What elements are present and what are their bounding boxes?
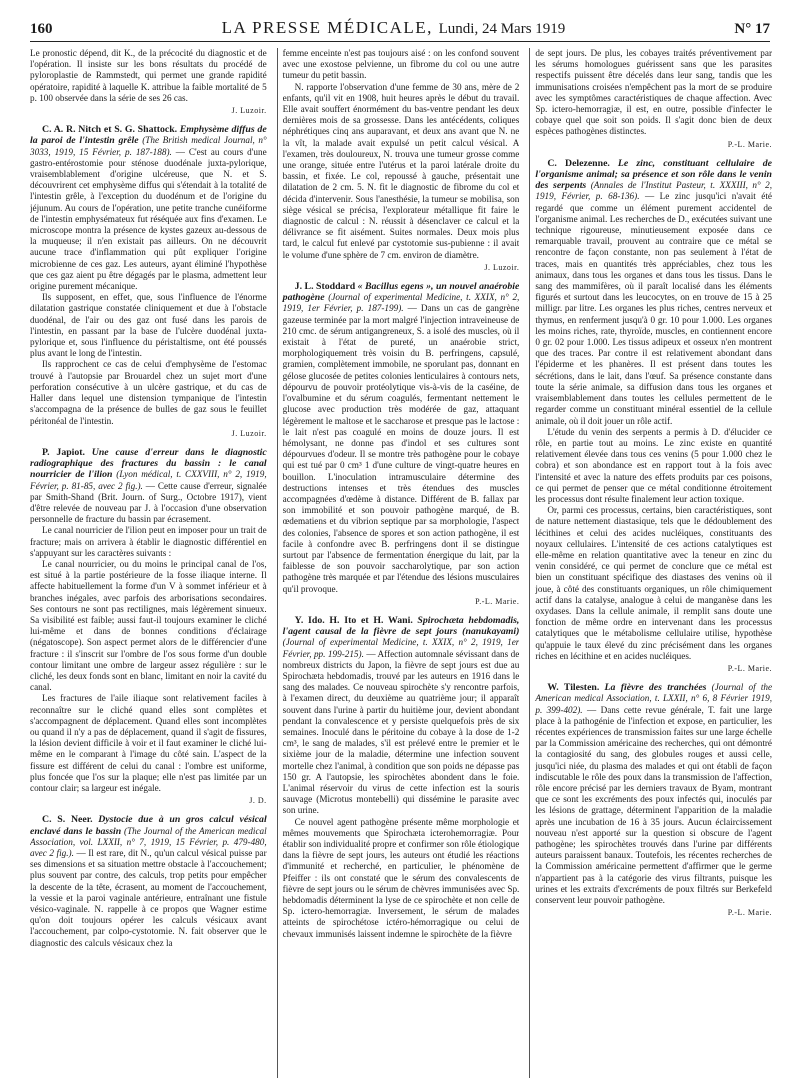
paragraph: de sept jours. De plus, les cobayes traités préventivement par les sérums homologues guérissent sans que les parasites respectifs puissent être décelés dans leur sang, tandis que les immunisations croisées n'empêchent pas la mort de se produire avec les symptômes caractéristiques de chaque affection. Avec Sp. ictero-hemorragiæ, il est, en outre, possible d'infecter le cobaye quel que soit son poids. Il s'agit donc bien de deux espèces pathogènes distinctes. [535, 48, 773, 137]
article-authors: C. S. Neer. [42, 814, 93, 826]
article-authors: Y. Ido. H. Ito et H. Wani. [294, 614, 413, 626]
article-text: — Cette cause d'erreur, signalée par Smith-Shand (Brit. Journ. of Surg., Octobre 1917), vient d'être relevée de nouveau par J. à l'occasion d'une observation personnelle de fracture du bassin par écrasement. [30, 480, 267, 525]
article-heading [283, 615, 520, 817]
article-reference: (Lyon médical, t. CXXVIII, n° 2, 1919, Février, p. 81-85, avec 2 fig.). [30, 469, 267, 491]
article-reference: (Journal of experimental Medicine, t. XXIX, n° 2, 1919, 1er Février, p. 187-199). [282, 292, 520, 314]
journal-name: LA PRESSE MÉDICALE, [221, 18, 433, 37]
article-title: Une cause d'erreur dans le diagnostic radiographique des fractures du bassin : le canal nourricier de l'ilion [30, 446, 267, 481]
page-number: 160 [30, 21, 53, 37]
paragraph: Le pronostic dépend, dit K., de la précocité du diagnostic et de l'opération. Il insiste sur les bons résultats du procédé de pyloroplastie de Rammstedt, qui permet une grande rapidité opératoire, rapidité à laquelle K. attribue la faible mortalité de 5 p. 100 observée dans la série de ses 26 cas. [30, 48, 267, 103]
article-text: — Affection automnale sévissant dans de nombreux districts du Japon, la fièvre de sept jours est due au Spirochæta hebdomadis, trouvé par les auteurs en 1916 dans le sang des malades. Ce nouveau spirochète s'y rencontre parfois, à l'examen direct, du deuxième au quatrième jour; il apparaît souvent dans l'urine à partir du huitième jour, devient abondant pendant la convalescence et y persiste quelquefois près de six semaines. Inoculé dans le péritoine du cobaye à la dose de 1-2 cm³, le sang de malades, s'il est prélevé entre le premier et le sixième jour de la maladie, détermine une infection souvent mortelle chez l'animal, à condition que son poids ne dépasse pas 150 gr. A l'autopsie, les spirochètes abondent dans le foie. L'animal réservoir du virus de cette infection est la souris sauvage (Microtus montebelli) qui dissémine le parasite avec son urine. [282, 648, 520, 816]
article-japiot [30, 447, 267, 807]
article-heading [30, 814, 267, 948]
article-authors: C. Delezenne. [547, 157, 610, 169]
page-columns [30, 48, 772, 1078]
article-title: Emphysème diffus de la paroi de l'intestin grêle [30, 124, 267, 147]
article-authors: J. L. Stoddard [294, 281, 356, 293]
article-neer [30, 814, 267, 948]
signature: P.-L. Marie. [727, 663, 773, 673]
paragraph: N. rapporte l'observation d'une femme de 30 ans, mère de 2 enfants, qu'il vit en 1908, huit heures après le début du travail. Elle avait souffert énormément du bas-ventre pendant les deux dernières mois de sa grossesse. Dans les antécédents, coliques néphrétiques cinq ans auparavant, et deux ans avant que N. ne la vît, la malade avait expulsé un petit calcul vésical. A l'examen, très douloureux, N. trouva une tumeur grosse comme une orange, située entre l'utérus et la paroi latérale droite du bassin, et fixée. Le col, repoussé à gauche, présentait une dilatation de 2 cm. 5. N. fit le diagnostic de fibrome du col et décida d'intervenir. Sous l'anesthésie, la tumeur se mobilisa, son siège vésical se précisa, l'explorateur métallique fit faire le diagnostic de calcul : N. réussit à désenclaver ce calcul et la délivrance se fit aisément. Suites normales. Deux mois plus tard, le calcul fut enlevé par cystotomie sus-pubienne : il avait le volume d'une sphère de 7 cm. environ de diamètre. [282, 81, 520, 260]
article-authors: W. Tilesten. [547, 682, 600, 694]
article-heading [283, 281, 520, 595]
column-middle [277, 48, 520, 1078]
paragraph: Ils supposent, en effet, que, sous l'influence de l'énorme dilatation gastrique constatée cliniquement et due à l'obstacle duodénal, de l'air ou des gaz ont fusé dans les parois de l'intestin, en passant par la base de l'ulcère duodénal juxta-pylorique et, sous l'influence du péristaltisme, ont été poussés plus avant le long de l'intestin. [30, 292, 267, 359]
article-title: La fièvre des tranchées [604, 682, 707, 694]
paragraph: Le canal nourricier de l'ilion peut en imposer pour un trait de fracture; mais on arrivera à établir le diagnostic différentiel en s'appuyant sur les caractères suivants : [30, 525, 267, 558]
article-reference: (The Journal of the American medical Association, vol. LXXII, n° 7, 1919, 15 Février, p. 479-480, avec 2 fig.). [30, 825, 267, 859]
paragraph: Ce nouvel agent pathogène présente même morphologie et mêmes mouvements que Spirochæta icterohemorragiæ. Pour établir son individualité propre et confirmer son rôle étiologique dans la fièvre de sept jours, les auteurs ont étudié les réactions d'immunité et recherché, en particulier, le phénomène de Pfeiffer : ils ont constaté que le sérum des convalescents de fièvre de sept jours ou le sérum de chèvres immunisées avec Sp. hebdomadis déterminent la lyse de ce spirochète et non celle de Sp. ictero-hemorragiæ. Inversement, le sérum de malades atteints de spirochétose ictéro-hémorragique ou celui de chevaux immunisés laissent indemne le spirochète de la fièvre [282, 816, 520, 939]
article-delezenne [535, 158, 772, 674]
article-heading [30, 447, 267, 525]
paragraph: Les fractures de l'aile iliaque sont relativement faciles à reconnaître sur le cliché quand elles sont complètes et s'accompagnent de déplacement. Quand elles sont incomplètes ou quand il n'y a pas de déplacement, quand il s'agit de fissures, la lésion devient difficile à voir et il faut examiner le cliché lui-même en le comparant à l'image du côté sain. L'aspect de la fissure est différent de celui du canal : l'ombre est uniforme, plus foncée que l'os sur la plaque; elle n'est pas limitée par un contour clair; sa largeur est inégale. [30, 693, 267, 793]
article-text: — Il est rare, dit N., qu'un calcul vésical puisse par ses dimensions et sa situation mettre obstacle à l'accouchement; plus souvent par contre, des calculs, trop petits pour empêcher la descente de la tête, écrasent, au moment de l'accouchement, la vessie et la paroi vaginale antérieure, entraînant une fistule vésico-vaginale. N. rappelle à ce propos que Wagner estime qu'on doit toujours opérer les calculs vésicaux avant l'accouchement, par colpo-cystotomie. N. fait observer que le diagnostic des calculs vésicaux chez la [30, 848, 267, 948]
signature: P.-L. Marie. [727, 139, 773, 149]
signature: P.-L. Marie. [727, 908, 773, 918]
signature: J. Luzoir. [231, 106, 267, 116]
article-reference: (Journal of experimental Medicine, t. XXIX, n° 2, 1919, 1er Février, pp. 199-215). [282, 637, 520, 659]
signature: P.-L. Marie. [475, 596, 520, 606]
paragraph: Or, parmi ces processus, certains, bien caractéristiques, sont de nature nettement diastasique, tels que le dédoublement des lécithines et celui des acides nucléiques, constituants des noyaux cellulaires. L'intensité de ces actions catalytiques est elle-même en relation quantitative avec la teneur en zinc du venin considéré, ce qui permet de conclure que ce métal est bien un constituant spécifique des diastases des venins où il joue, à côté des constituants organiques, un rôle chimiquement actif dans la catalyse, analogue à celui de manganèse dans les oxydases. Dans la cellule animale, il remplit sans doute une fonction de même ordre en intervenant dans les processus catalytiques que le métabolisme cellulaire utilise, hypothèse qu'appuie le taux élevé du zinc précisément dans les organes riches en lécithine et en acides nucléiques. [535, 505, 773, 661]
article-reference: (Journal of the American medical Association, t. LXXII, n° 6, 8 Février 1919, p. 399-402). [535, 682, 773, 715]
article-text: — Dans cette revue générale, T. fait une large place à la pathogénie de l'infection et expose, en particulier, les récentes expériences de transmission faites sur une large échelle par la Commission américaine des recherches, qui ont démontré la contagiosité du sang, des globules rouges et aussi celle, jusqu'ici niée, du plasma des malades et qui ont établi de façon indiscutable le rôle des poux dans la transmission de l'affection, rôle encore précisé par les derniers travaux de Byam, montrant que ce sont les excréments des poux infectés qui, inoculés par les lésions de grattage, déterminent l'apparition de la maladie après une incubation de 16 à 35 jours. Aucun éclaircissement nouveau n'est apporté sur la question si obscure de l'agent pathogène; les spirochètes trouvés dans l'urine par différents auteurs paraissent banaux. Toutefois, les récentes recherches de la Commission américaine permettent d'affirmer que le germe n'appartient pas à la catégorie des virus filtrants, puisque les urines et les extraits d'excréments de poux filtrés sur Berkefeld conservent leur pouvoir pathogène. [535, 704, 773, 906]
paragraph: L'étude du venin des serpents a permis à D. d'élucider ce rôle, en partie tout au moins. Le zinc existe en quantité relativement élevée dans tous ces venins (5 pour 1.000 chez le cobra) et son abondance est en rapport tout à la fois avec l'intensité et avec la nature des effets produits par ces poisons, ce qui permet de penser que ce métal conditionne étroitement les processus dont résulte finalement leur action toxique. [535, 426, 773, 504]
page-header [30, 12, 770, 42]
paragraph: Ils rapprochent ce cas de celui d'emphysème de l'estomac trouvé à l'autopsie par Brouardel chez un sujet mort d'une perforation consécutive à un ulcère gastrique, et du cas de Haller dans lequel une distension tympanique de l'intestin s'accompagna de la présence de bulles de gaz sous le feuillet péritonéal de l'intestin. [30, 359, 267, 426]
issue-number: N° 17 [734, 21, 770, 37]
article-text: — Le zinc jusqu'ici n'avait été regardé que comme un élément purement accidentel de l'organisme animal. Les recherches de D., exécutées suivant une technique rigoureuse, minutieusement exposée dans ce remarquable travail, prouvent au contraire que ce métal se rencontre de façon constante, non pas seulement à l'état de traces, mais en quantités très appréciables, chez tous les animaux, dans tous les organes et dans tous les tissus. Dans le sang des mammifères, où il paraît localisé dans les éléments figurés et surtout dans les leucocytes, on en trouve de 15 à 25 milligr. par litre. Les organes les plus riches, centres nerveux et thymus, en renferment jusqu'à 0 gr. 10 pour 1.000. Les organes les moins riches, rate, thyroïde, muscles, en contiennent encore 0 gr. 02 pour 1.000. Les tissus adipeux et osseux n'en montrent que des traces. Par contre il est relativement abondant dans l'épiderme et les phanères. Il est présent dans toutes les sécrétions, dans le lait, dans l'œuf. Sa présence constante dans toute la série animale, sa diffusion dans tous les organes et vraisemblablement dans toutes les cellules permettent de le regarder comme un constituant minéral essentiel de la cellule animale, où il doit jouer un rôle actif. [535, 191, 773, 426]
article-title: Le zinc, constituant cellulaire de l'organisme animal; sa présence et son rôle dans le venin des serpents [535, 157, 773, 192]
article-title: Dystocie due à un gros calcul vésical enclavé dans le bassin [30, 814, 267, 837]
article-tilesten [535, 682, 772, 918]
issue-date: Lundi, 24 Mars 1919 [438, 21, 566, 37]
article-authors: C. A. R. Nitch et S. G. Shattock. [42, 124, 178, 136]
article-reference: (Annales de l'Institut Pasteur, t. XXXIII, n° 2, 1919, Février, p. 68-136). [535, 180, 773, 202]
article-title: Spirochæta hebdomadis, l'agent causal de la fièvre de sept jours (nanukayami) [282, 614, 520, 638]
article-ido-ito-wani [283, 615, 520, 940]
article-heading [535, 158, 772, 427]
article-heading [30, 124, 267, 292]
signature: J. Luzoir. [484, 262, 520, 272]
article-nitch-shattock [30, 124, 267, 439]
signature: J. D. [249, 796, 267, 806]
paragraph: Le canal nourricier, ou du moins le principal canal de l'os, est situé à la partie postérieure de la fosse iliaque interne. Il affecte habituellement la forme d'un V à sommet inférieur et à branches inégales, avec parfois des arborisations secondaires. Ses contours ne sont pas rectilignes, mais légèrement sinueux. Sa visibilité est faible; aussi faut-il toujours examiner le cliché lui-même et dans de bonnes conditions d'éclairage (négatoscope). Son aspect permet alors de le différencier d'une fracture : il s'inscrit sur l'ombre de l'os sous forme d'un double contour limitant une ombre de largeur assez régulière : sur le cliché, les deux fonds sont en blanc, limitant en noir la cavité du canal. [30, 558, 267, 693]
column-left [30, 48, 267, 1078]
paragraph: femme enceinte n'est pas toujours aisé : on les confond souvent avec une exostose pelvienne, un fibrome du col ou une autre tumeur du petit bassin. [282, 48, 520, 81]
column-right [529, 48, 772, 1078]
article-text: — Dans un cas de gangrène gazeuse terminée par la mort malgré l'injection intraveineuse de 210 cmc. de sérum antigangreneux, S. a isolé des muscles, où il existait à l'état de pureté, un anaérobie strict, morphologiquement très voisin du B. perfringens, capsulé, gramien, complètement immobile, ne sporulant pas, donnant en gélose glucosée de petites colonies lenticulaires à contours nets, dépourvu de pouvoir protéolytique vis-à-vis de la caséine, de l'ovalbumine et du sérum coagulés, fermentant nettement le glucose avec production très modérée de gaz, attaquant légèrement le maltose et le saccharose et presque pas le lactose : le lait n'est pas coagulé en moins de douze jours. Il est hémolysant, ne donne pas d'indol et ses cultures sont dépourvues d'odeur. Il se montre très pathogène pour le cobaye qui est tué par 0 cm³ 1 d'une culture de vingt-quatre heures en bouillon. L'inoculation intramusculaire détermine des destructions intenses et très étendues des muscles accompagnées d'œdème à distance. Différent de B. fallax par son immobilité et son pouvoir pathogène marqué, de B. œdematiens et du vibrion septique par sa morphologie, l'aspect des colonies, l'absence de spores et son action pathogène, il est facile à confondre avec B. perfringens dont il se distingue surtout par l'absence de fermentation énergique du lait, par la faiblesse de son pouvoir saccharolytique, par son action pathogène très marquée et par l'étendue des lésions musculaires qu'il provoque. [282, 303, 520, 594]
article-text: — C'est au cours d'une gastro-entérostomie pour sténose duodénale juxta-pylorique, vraisemblablement d'origine ulcéreuse, que N. et S. découvrirent cet emphysème diffus qui s'étendait à la totalité de l'intestin grêle, à l'exception du duodénum et de l'origine du jéjunum. Au cours de l'opération, une petite tranche cunéiforme de l'intestin emphysémateux fut réséquée aux fins d'examen. Le microscope montra la présence de kystes gazeux au-dessous de la muqueuse; il n'en existait pas ailleurs. On ne découvrit aucune trace d'inflammation qui pût expliquer l'origine microbienne de ces gaz. Les auteurs, ayant éliminé l'hypothèse que ces gaz aient pu être dégagés par le plasma, admettent leur origine purement mécanique. [30, 146, 267, 292]
signature: J. Luzoir. [231, 428, 267, 438]
article-authors: P. Japiot. [42, 446, 86, 458]
article-heading [535, 682, 772, 906]
article-stoddard [283, 281, 520, 607]
article-title: « Bacillus egens », un nouvel anaérobie pathogène [282, 281, 520, 304]
article-reference: (The British medical Journal, n° 3033, 1919, 15 Février, p. 187-188). [30, 135, 267, 157]
running-title [222, 18, 566, 38]
